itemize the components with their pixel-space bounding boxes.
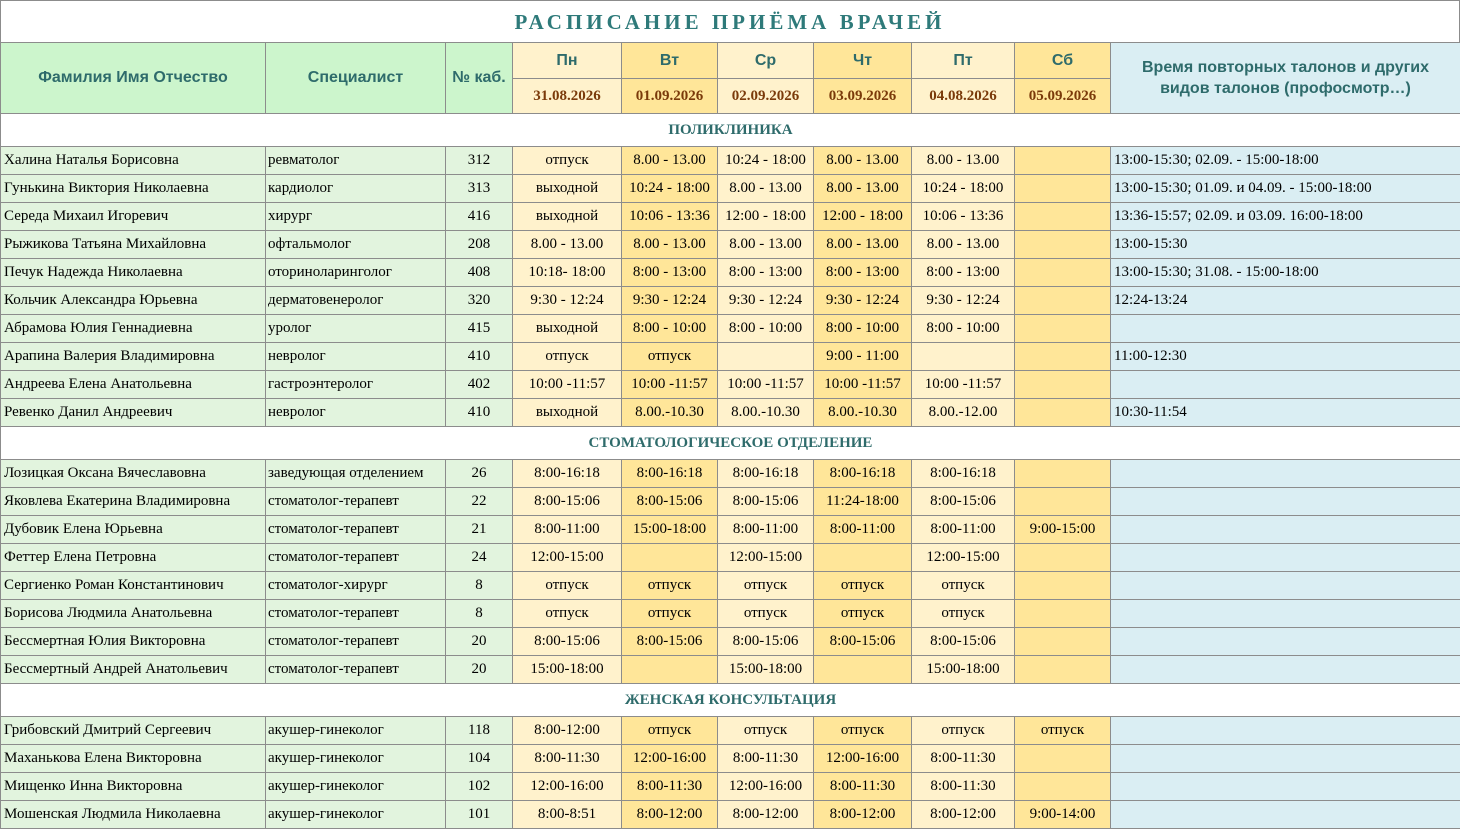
header-day-fri: Пт <box>912 43 1015 79</box>
extra-tickets-time <box>1111 717 1460 745</box>
table-row <box>1 745 1460 773</box>
doctor-specialty: невролог <box>266 343 446 371</box>
schedule-cell-fri <box>912 343 1015 371</box>
extra-tickets-time: 13:36-15:57; 02.09. и 03.09. 16:00-18:00 <box>1111 203 1460 231</box>
doctor-name: Абрамова Юлия Геннадиевна <box>1 315 266 343</box>
extra-tickets-time <box>1111 745 1460 773</box>
schedule-cell-thu: 8:00 - 13:00 <box>814 259 912 287</box>
doctor-name: Халина Наталья Борисовна <box>1 147 266 175</box>
header-date-thu: 03.09.2026 <box>814 79 912 114</box>
doctor-specialty: хирург <box>266 203 446 231</box>
extra-tickets-time: 13:00-15:30; 31.08. - 15:00-18:00 <box>1111 259 1460 287</box>
schedule-cell-mon: 15:00-18:00 <box>513 656 622 684</box>
schedule-cell-wed: 9:30 - 12:24 <box>718 287 814 315</box>
schedule-cell-wed: 8:00-15:06 <box>718 488 814 516</box>
doctor-name: Феттер Елена Петровна <box>1 544 266 572</box>
schedule-cell-thu: 10:00 -11:57 <box>814 371 912 399</box>
table-row <box>1 175 1460 203</box>
doctor-name: Бессмертный Андрей Анатольевич <box>1 656 266 684</box>
room-number: 118 <box>446 717 513 745</box>
room-number: 410 <box>446 399 513 427</box>
header-date-tue: 01.09.2026 <box>622 79 718 114</box>
table-row <box>1 572 1460 600</box>
header-date-sat: 05.09.2026 <box>1015 79 1111 114</box>
header-extra-line1: Время повторных талонов и других <box>1141 59 1429 76</box>
schedule-cell-fri: 8:00-15:06 <box>912 628 1015 656</box>
table-row <box>1 147 1460 175</box>
doctor-specialty: акушер-гинеколог <box>266 773 446 801</box>
header-day-tue: Вт <box>622 43 718 79</box>
doctor-specialty: акушер-гинеколог <box>266 745 446 773</box>
section-title: ПОЛИКЛИНИКА <box>1 114 1460 147</box>
schedule-cell-wed: 12:00-16:00 <box>718 773 814 801</box>
schedule-cell-fri: отпуск <box>912 572 1015 600</box>
schedule-cell-mon: отпуск <box>513 572 622 600</box>
schedule-cell-sat: 9:00-14:00 <box>1015 801 1111 829</box>
room-number: 402 <box>446 371 513 399</box>
schedule-cell-fri: отпуск <box>912 717 1015 745</box>
schedule-cell-wed: 12:00-15:00 <box>718 544 814 572</box>
schedule-cell-fri: 12:00-15:00 <box>912 544 1015 572</box>
schedule-cell-wed: 8:00-11:30 <box>718 745 814 773</box>
schedule-cell-sat: отпуск <box>1015 717 1111 745</box>
schedule-cell-thu: 9:30 - 12:24 <box>814 287 912 315</box>
extra-tickets-time: 11:00-12:30 <box>1111 343 1460 371</box>
table-row <box>1 628 1460 656</box>
table-row <box>1 600 1460 628</box>
schedule-cell-wed <box>718 343 814 371</box>
room-number: 312 <box>446 147 513 175</box>
doctor-name: Дубовик Елена Юрьевна <box>1 516 266 544</box>
schedule-cell-thu: 8:00-15:06 <box>814 628 912 656</box>
schedule-cell-fri: 8:00-12:00 <box>912 801 1015 829</box>
doctor-name: Рыжикова Татьяна Михайловна <box>1 231 266 259</box>
doctor-specialty: кардиолог <box>266 175 446 203</box>
schedule-cell-mon: 8.00 - 13.00 <box>513 231 622 259</box>
table-row <box>1 516 1460 544</box>
schedule-cell-thu: 8.00 - 13.00 <box>814 147 912 175</box>
schedule-cell-thu: отпуск <box>814 600 912 628</box>
schedule-cell-thu: отпуск <box>814 572 912 600</box>
schedule-cell-fri: отпуск <box>912 600 1015 628</box>
doctor-name: Мошенская Людмила Николаевна <box>1 801 266 829</box>
header-day-sat: Сб <box>1015 43 1111 79</box>
room-number: 20 <box>446 656 513 684</box>
header-day-mon: Пн <box>513 43 622 79</box>
schedule-cell-tue: 8:00 - 13:00 <box>622 259 718 287</box>
schedule-cell-tue: 8:00-11:30 <box>622 773 718 801</box>
schedule-cell-thu: 8:00-16:18 <box>814 460 912 488</box>
schedule-cell-fri: 8:00 - 10:00 <box>912 315 1015 343</box>
room-number: 410 <box>446 343 513 371</box>
extra-tickets-time: 13:00-15:30; 01.09. и 04.09. - 15:00-18:00 <box>1111 175 1460 203</box>
table-row <box>1 287 1460 315</box>
schedule-cell-mon: 9:30 - 12:24 <box>513 287 622 315</box>
room-number: 8 <box>446 572 513 600</box>
schedule-cell-tue: отпуск <box>622 717 718 745</box>
section-row <box>1 684 1460 717</box>
schedule-cell-thu: 8:00-11:00 <box>814 516 912 544</box>
schedule-cell-mon: 8:00-12:00 <box>513 717 622 745</box>
doctor-name: Маханькова Елена Викторовна <box>1 745 266 773</box>
table-row <box>1 399 1460 427</box>
room-number: 21 <box>446 516 513 544</box>
schedule-cell-sat <box>1015 656 1111 684</box>
extra-tickets-time <box>1111 600 1460 628</box>
doctor-specialty: офтальмолог <box>266 231 446 259</box>
schedule-cell-mon: отпуск <box>513 147 622 175</box>
room-number: 20 <box>446 628 513 656</box>
header-extra <box>1111 43 1460 114</box>
extra-tickets-time <box>1111 656 1460 684</box>
section-row <box>1 427 1460 460</box>
schedule-cell-tue: 15:00-18:00 <box>622 516 718 544</box>
schedule-cell-fri: 10:06 - 13:36 <box>912 203 1015 231</box>
extra-tickets-time <box>1111 572 1460 600</box>
table-row <box>1 315 1460 343</box>
table-header <box>1 43 1460 114</box>
section-row <box>1 114 1460 147</box>
schedule-cell-thu: 8:00-11:30 <box>814 773 912 801</box>
schedule-cell-wed: 12:00 - 18:00 <box>718 203 814 231</box>
doctor-name: Сергиенко Роман Константинович <box>1 572 266 600</box>
schedule-cell-wed: 8.00.-10.30 <box>718 399 814 427</box>
schedule-cell-thu: 8:00-12:00 <box>814 801 912 829</box>
doctor-name: Ревенко Данил Андреевич <box>1 399 266 427</box>
schedule-cell-mon: 8:00-15:06 <box>513 488 622 516</box>
schedule-cell-wed: 8.00 - 13.00 <box>718 175 814 203</box>
room-number: 320 <box>446 287 513 315</box>
schedule-cell-sat: 9:00-15:00 <box>1015 516 1111 544</box>
header-day-wed: Ср <box>718 43 814 79</box>
schedule-cell-tue: 8:00 - 10:00 <box>622 315 718 343</box>
doctor-specialty: дерматовенеролог <box>266 287 446 315</box>
room-number: 8 <box>446 600 513 628</box>
schedule-cell-sat <box>1015 259 1111 287</box>
room-number: 415 <box>446 315 513 343</box>
doctor-name: Яковлева Екатерина Владимировна <box>1 488 266 516</box>
schedule-cell-wed: 10:24 - 18:00 <box>718 147 814 175</box>
doctor-specialty: уролог <box>266 315 446 343</box>
doctor-name: Печук Надежда Николаевна <box>1 259 266 287</box>
doctor-specialty: стоматолог-терапевт <box>266 628 446 656</box>
schedule-cell-thu <box>814 656 912 684</box>
schedule-cell-mon: 8:00-16:18 <box>513 460 622 488</box>
doctor-name: Середа Михаил Игоревич <box>1 203 266 231</box>
extra-tickets-time: 13:00-15:30; 02.09. - 15:00-18:00 <box>1111 147 1460 175</box>
header-room: № каб. <box>446 43 513 114</box>
schedule-cell-thu <box>814 544 912 572</box>
schedule-cell-thu: 8.00 - 13.00 <box>814 175 912 203</box>
schedule-cell-thu: 12:00 - 18:00 <box>814 203 912 231</box>
schedule-cell-mon: отпуск <box>513 600 622 628</box>
schedule-cell-sat <box>1015 600 1111 628</box>
header-fio: Фамилия Имя Отчество <box>1 43 266 114</box>
schedule-cell-mon: 10:00 -11:57 <box>513 371 622 399</box>
schedule-cell-wed: 8:00-12:00 <box>718 801 814 829</box>
extra-tickets-time <box>1111 315 1460 343</box>
schedule-cell-sat <box>1015 203 1111 231</box>
room-number: 24 <box>446 544 513 572</box>
schedule-cell-tue: 8.00 - 13.00 <box>622 147 718 175</box>
schedule-cell-fri: 10:24 - 18:00 <box>912 175 1015 203</box>
schedule-cell-thu: отпуск <box>814 717 912 745</box>
doctor-name: Грибовский Дмитрий Сергеевич <box>1 717 266 745</box>
schedule-cell-sat <box>1015 147 1111 175</box>
extra-tickets-time <box>1111 544 1460 572</box>
schedule-cell-tue: 10:24 - 18:00 <box>622 175 718 203</box>
schedule-cell-sat <box>1015 572 1111 600</box>
doctor-specialty: стоматолог-терапевт <box>266 544 446 572</box>
schedule-cell-sat <box>1015 371 1111 399</box>
doctor-specialty: заведующая отделением <box>266 460 446 488</box>
doctor-specialty: стоматолог-хирург <box>266 572 446 600</box>
doctor-name: Мищенко Инна Викторовна <box>1 773 266 801</box>
schedule-cell-tue: отпуск <box>622 343 718 371</box>
extra-tickets-time <box>1111 488 1460 516</box>
doctor-specialty: гастроэнтеролог <box>266 371 446 399</box>
room-number: 313 <box>446 175 513 203</box>
schedule-cell-fri: 10:00 -11:57 <box>912 371 1015 399</box>
schedule-cell-sat <box>1015 628 1111 656</box>
extra-tickets-time <box>1111 801 1460 829</box>
room-number: 102 <box>446 773 513 801</box>
doctor-name: Бессмертная Юлия Викторовна <box>1 628 266 656</box>
schedule-cell-thu: 8.00.-10.30 <box>814 399 912 427</box>
doctor-specialty: стоматолог-терапевт <box>266 600 446 628</box>
schedule-cell-thu: 12:00-16:00 <box>814 745 912 773</box>
schedule-cell-sat <box>1015 488 1111 516</box>
extra-tickets-time <box>1111 516 1460 544</box>
room-number: 408 <box>446 259 513 287</box>
doctor-specialty: оториноларинголог <box>266 259 446 287</box>
doctor-name: Арапина Валерия Владимировна <box>1 343 266 371</box>
schedule-cell-tue: 12:00-16:00 <box>622 745 718 773</box>
schedule-cell-tue: 10:00 -11:57 <box>622 371 718 399</box>
table-row <box>1 656 1460 684</box>
doctor-name: Лозицкая Оксана Вячеславовна <box>1 460 266 488</box>
table-row <box>1 773 1460 801</box>
schedule-cell-sat <box>1015 175 1111 203</box>
schedule-cell-wed: 15:00-18:00 <box>718 656 814 684</box>
schedule-cell-sat <box>1015 460 1111 488</box>
table-row <box>1 460 1460 488</box>
schedule-cell-mon: 8:00-8:51 <box>513 801 622 829</box>
schedule-cell-mon: выходной <box>513 399 622 427</box>
header-date-fri: 04.08.2026 <box>912 79 1015 114</box>
schedule-cell-wed: отпуск <box>718 600 814 628</box>
schedule-cell-mon: выходной <box>513 175 622 203</box>
schedule-cell-fri: 8.00 - 13.00 <box>912 147 1015 175</box>
schedule-cell-wed: 8:00 - 13:00 <box>718 259 814 287</box>
table-row <box>1 371 1460 399</box>
schedule-cell-fri: 8:00-11:30 <box>912 773 1015 801</box>
schedule-cell-mon: 8:00-11:30 <box>513 745 622 773</box>
schedule-cell-tue: 8.00.-10.30 <box>622 399 718 427</box>
schedule-cell-tue: отпуск <box>622 572 718 600</box>
room-number: 22 <box>446 488 513 516</box>
schedule-cell-mon: 8:00-11:00 <box>513 516 622 544</box>
schedule-cell-sat <box>1015 343 1111 371</box>
schedule-cell-fri: 8:00-15:06 <box>912 488 1015 516</box>
extra-tickets-time: 12:24-13:24 <box>1111 287 1460 315</box>
doctor-specialty: стоматолог-терапевт <box>266 516 446 544</box>
schedule-cell-mon: отпуск <box>513 343 622 371</box>
schedule-cell-fri: 8:00 - 13:00 <box>912 259 1015 287</box>
doctor-name: Андреева Елена Анатольевна <box>1 371 266 399</box>
room-number: 208 <box>446 231 513 259</box>
doctor-specialty: акушер-гинеколог <box>266 717 446 745</box>
schedule-cell-thu: 8:00 - 10:00 <box>814 315 912 343</box>
schedule-cell-wed: 8:00-15:06 <box>718 628 814 656</box>
doctor-name: Гунькина Виктория Николаевна <box>1 175 266 203</box>
extra-tickets-time: 10:30-11:54 <box>1111 399 1460 427</box>
extra-tickets-time: 13:00-15:30 <box>1111 231 1460 259</box>
schedule-cell-thu: 11:24-18:00 <box>814 488 912 516</box>
table-row <box>1 343 1460 371</box>
room-number: 104 <box>446 745 513 773</box>
section-title: СТОМАТОЛОГИЧЕСКОЕ ОТДЕЛЕНИЕ <box>1 427 1460 460</box>
schedule-cell-tue: 10:06 - 13:36 <box>622 203 718 231</box>
page-title: РАСПИСАНИЕ ПРИЁМА ВРАЧЕЙ <box>0 0 1460 42</box>
schedule-cell-sat <box>1015 745 1111 773</box>
schedule-cell-fri: 8:00-16:18 <box>912 460 1015 488</box>
schedule-cell-wed: 8:00 - 10:00 <box>718 315 814 343</box>
header-extra-line2: видов талонов (профосмотр…) <box>1160 80 1411 97</box>
schedule-cell-thu: 9:00 - 11:00 <box>814 343 912 371</box>
table-row <box>1 259 1460 287</box>
room-number: 416 <box>446 203 513 231</box>
header-specialist: Специалист <box>266 43 446 114</box>
schedule-cell-sat <box>1015 399 1111 427</box>
schedule-cell-mon: выходной <box>513 203 622 231</box>
table-row <box>1 203 1460 231</box>
schedule-cell-wed: 8:00-16:18 <box>718 460 814 488</box>
doctor-name: Кольчик Александра Юрьевна <box>1 287 266 315</box>
schedule-cell-wed: 8.00 - 13.00 <box>718 231 814 259</box>
schedule-cell-sat <box>1015 315 1111 343</box>
schedule-cell-wed: 8:00-11:00 <box>718 516 814 544</box>
extra-tickets-time <box>1111 628 1460 656</box>
schedule-cell-tue <box>622 656 718 684</box>
extra-tickets-time <box>1111 773 1460 801</box>
schedule-table <box>0 42 1460 829</box>
doctor-specialty: стоматолог-терапевт <box>266 656 446 684</box>
schedule-cell-tue: отпуск <box>622 600 718 628</box>
doctor-specialty: акушер-гинеколог <box>266 801 446 829</box>
table-row <box>1 544 1460 572</box>
schedule-cell-tue: 8:00-15:06 <box>622 628 718 656</box>
doctor-specialty: ревматолог <box>266 147 446 175</box>
schedule-cell-tue: 9:30 - 12:24 <box>622 287 718 315</box>
doctor-specialty: стоматолог-терапевт <box>266 488 446 516</box>
schedule-cell-mon: выходной <box>513 315 622 343</box>
schedule-cell-fri: 8.00 - 13.00 <box>912 231 1015 259</box>
header-date-mon: 31.08.2026 <box>513 79 622 114</box>
room-number: 26 <box>446 460 513 488</box>
doctor-specialty: невролог <box>266 399 446 427</box>
schedule-cell-fri: 8:00-11:30 <box>912 745 1015 773</box>
schedule-cell-wed: отпуск <box>718 572 814 600</box>
header-date-wed: 02.09.2026 <box>718 79 814 114</box>
schedule-cell-tue: 8:00-12:00 <box>622 801 718 829</box>
schedule-cell-wed: отпуск <box>718 717 814 745</box>
table-body <box>1 114 1460 829</box>
table-row <box>1 717 1460 745</box>
extra-tickets-time <box>1111 460 1460 488</box>
schedule-cell-sat <box>1015 773 1111 801</box>
schedule-cell-thu: 8.00 - 13.00 <box>814 231 912 259</box>
schedule-cell-sat <box>1015 544 1111 572</box>
schedule-cell-tue: 8:00-15:06 <box>622 488 718 516</box>
schedule-cell-mon: 12:00-15:00 <box>513 544 622 572</box>
schedule-cell-tue: 8:00-16:18 <box>622 460 718 488</box>
schedule-cell-tue: 8.00 - 13.00 <box>622 231 718 259</box>
table-row <box>1 231 1460 259</box>
section-title: ЖЕНСКАЯ КОНСУЛЬТАЦИЯ <box>1 684 1460 717</box>
schedule-cell-wed: 10:00 -11:57 <box>718 371 814 399</box>
schedule-cell-mon: 8:00-15:06 <box>513 628 622 656</box>
schedule-cell-mon: 10:18- 18:00 <box>513 259 622 287</box>
table-row <box>1 801 1460 829</box>
extra-tickets-time <box>1111 371 1460 399</box>
schedule-cell-sat <box>1015 287 1111 315</box>
schedule-cell-fri: 8:00-11:00 <box>912 516 1015 544</box>
table-row <box>1 488 1460 516</box>
schedule-cell-tue <box>622 544 718 572</box>
doctor-name: Борисова Людмила Анатольевна <box>1 600 266 628</box>
schedule-cell-fri: 8.00.-12.00 <box>912 399 1015 427</box>
schedule-cell-mon: 12:00-16:00 <box>513 773 622 801</box>
schedule-cell-fri: 15:00-18:00 <box>912 656 1015 684</box>
schedule-cell-sat <box>1015 231 1111 259</box>
room-number: 101 <box>446 801 513 829</box>
header-day-thu: Чт <box>814 43 912 79</box>
schedule-cell-fri: 9:30 - 12:24 <box>912 287 1015 315</box>
